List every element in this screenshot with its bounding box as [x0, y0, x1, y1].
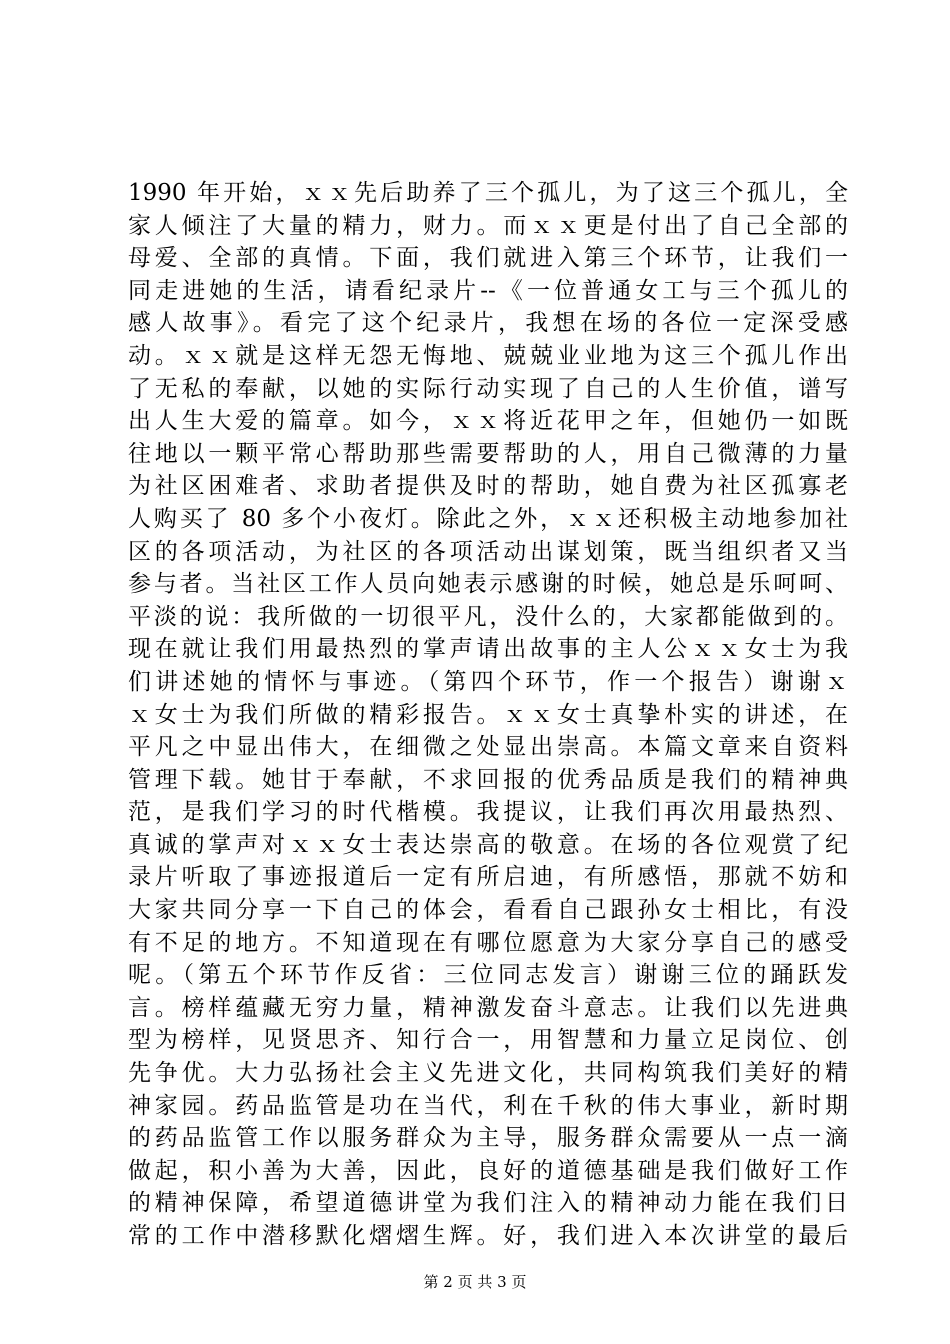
text-line: 动。ｘｘ就是这样无怨无悔地、兢兢业业地为这三个孤儿作出 [128, 342, 848, 369]
body-text [128, 177, 848, 1253]
text-line: 范，是我们学习的时代楷模。我提议，让我们再次用最热烈、 [128, 799, 848, 826]
text-line: 言。榜样蕴藏无穷力量，精神激发奋斗意志。让我们以先进典 [128, 994, 848, 1021]
text-line: 真诚的掌声对ｘｘ女士表达崇高的敬意。在场的各位观赏了纪 [128, 831, 848, 858]
text-line: 现在就让我们用最热烈的掌声请出故事的主人公ｘｘ女士为我 [128, 636, 848, 663]
text-line: 人购买了 80 多个小夜灯。除此之外，ｘｘ还积极主动地参加社 [128, 505, 848, 532]
text-line: 平淡的说：我所做的一切很平凡，没什么的，大家都能做到的。 [128, 603, 848, 630]
text-line: 神家园。药品监管是功在当代，利在千秋的伟大事业，新时期 [128, 1092, 848, 1119]
text-line: 家人倾注了大量的精力，财力。而ｘｘ更是付出了自己全部的 [128, 212, 848, 239]
text-line: 了无私的奉献，以她的实际行动实现了自己的人生价值，谱写 [128, 375, 848, 402]
text-line: 区的各项活动，为社区的各项活动出谋划策，既当组织者又当 [128, 538, 848, 565]
text-line: 常的工作中潜移默化熠熠生辉。好，我们进入本次讲堂的最后 [128, 1223, 848, 1249]
text-line: 有不足的地方。不知道现在有哪位愿意为大家分享自己的感受 [128, 929, 848, 956]
text-line: 感人故事》。看完了这个纪录片，我想在场的各位一定深受感 [128, 310, 848, 337]
text-line: 型为榜样，见贤思齐、知行合一，用智慧和力量立足岗位、创 [128, 1027, 848, 1054]
text-line: 管理下载。她甘于奉献，不求回报的优秀品质是我们的精神典 [128, 766, 848, 793]
text-line: 1990 年开始，ｘｘ先后助养了三个孤儿，为了这三个孤儿，全 [128, 180, 848, 206]
page-number-footer: 第 2 页 共 3 页 [423, 1273, 527, 1291]
text-line: 的精神保障，希望道德讲堂为我们注入的精神动力能在我们日 [128, 1190, 848, 1217]
text-line: 做起，积小善为大善，因此，良好的道德基础是我们做好工作 [128, 1157, 848, 1184]
text-line: 母爱、全部的真情。下面，我们就进入第三个环节，让我们一 [128, 245, 848, 272]
text-line: 的药品监管工作以服务群众为主导，服务群众需要从一点一滴 [128, 1125, 848, 1152]
text-line: ｘ女士为我们所做的精彩报告。ｘｘ女士真挚朴实的讲述，在 [128, 701, 848, 728]
text-line: 们讲述她的情怀与事迹。（第四个环节，作一个报告）谢谢ｘ [128, 668, 848, 695]
text-line: 平凡之中显出伟大，在细微之处显出崇高。本篇文章来自资料 [128, 734, 848, 761]
text-line: 参与者。当社区工作人员向她表示感谢的时候，她总是乐呵呵、 [128, 571, 848, 598]
text-line: 先争优。大力弘扬社会主义先进文化，共同构筑我们美好的精 [128, 1060, 848, 1087]
text-line: 同走进她的生活，请看纪录片--《一位普通女工与三个孤儿的 [128, 277, 848, 304]
text-line: 呢。（第五个环节作反省：三位同志发言）谢谢三位的踊跃发 [128, 962, 848, 989]
text-line: 出人生大爱的篇章。如今，ｘｘ将近花甲之年，但她仍一如既 [128, 408, 848, 435]
text-line: 录片听取了事迹报道后一定有所启迪，有所感悟，那就不妨和 [128, 864, 848, 891]
text-line: 大家共同分享一下自己的体会，看看自己跟孙女士相比，有没 [128, 897, 848, 924]
text-line: 为社区困难者、求助者提供及时的帮助，她自费为社区孤寡老 [128, 473, 848, 500]
text-line: 往地以一颗平常心帮助那些需要帮助的人，用自己微薄的力量 [128, 440, 848, 467]
